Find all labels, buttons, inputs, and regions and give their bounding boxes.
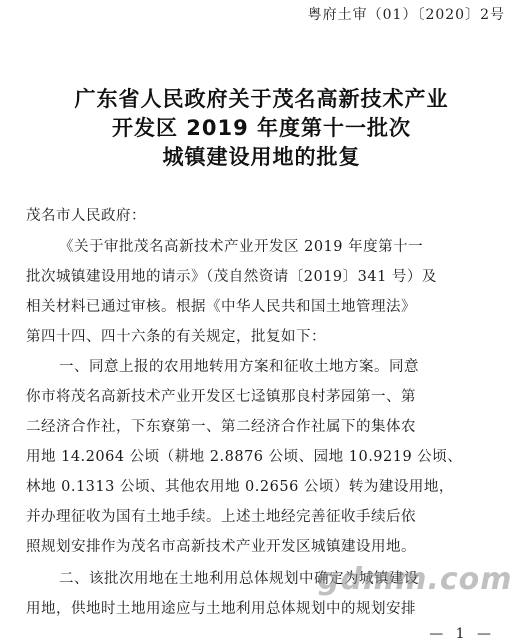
paragraph-line: 批次城镇建设用地的请示》（茂自然资请〔2019〕341 号）及 [26, 269, 437, 285]
paragraph-line: 林地 0.1313 公顷、其他农用地 0.2656 公顷）转为建设用地， [26, 479, 454, 495]
paragraph-line: 《关于审批茂名高新技术产业开发区 2019 年度第十一 [59, 239, 424, 255]
paragraph-1 [26, 232, 492, 352]
paragraph-line: 你市将茂名高新技术产业开发区七迳镇那良村茅园第一、第 [26, 389, 416, 405]
document-title [0, 85, 523, 172]
title-line-2: 开发区 2019 年度第十一批次 [111, 116, 412, 140]
title-line-3: 城镇建设用地的批复 [162, 145, 361, 169]
watermark: gdmm.com [318, 562, 513, 597]
document-number: 粤府土审（01）〔2020〕2号 [307, 7, 505, 23]
paragraph-line: 一、同意上报的农用地转用方案和征收土地方案。同意 [59, 359, 419, 375]
paragraph-line: 二经济合作社，下东寮第一、第二经济合作社属下的集体农 [26, 419, 416, 435]
paragraph-line: 照规划安排作为茂名市高新技术产业开发区城镇建设用地。 [26, 539, 416, 555]
paragraph-line: 并办理征收为国有土地手续。上述土地经完善征收手续后依 [26, 509, 416, 525]
salutation: 茂名市人民政府： [26, 208, 146, 224]
paragraph-line: 用地 14.2064 公顷（耕地 2.8876 公顷、园地 10.9219 公顷、 [26, 449, 463, 465]
page-number: — 1 — [429, 626, 495, 642]
paragraph-line: 用地，供地时土地用途应与土地利用总体规划中的规划安排 [26, 601, 416, 617]
paragraph-2 [26, 352, 492, 562]
paragraph-line: 二、该批次用地在土地利用总体规划中确定为城镇建设 [59, 571, 419, 587]
paragraph-line: 第四十四、四十六条的有关规定，批复如下： [26, 329, 326, 345]
paragraph-line: 相关材料已通过审核。根据《中华人民共和国土地管理法》 [26, 299, 416, 315]
title-line-1: 广东省人民政府关于茂名高新技术产业 [74, 87, 449, 111]
